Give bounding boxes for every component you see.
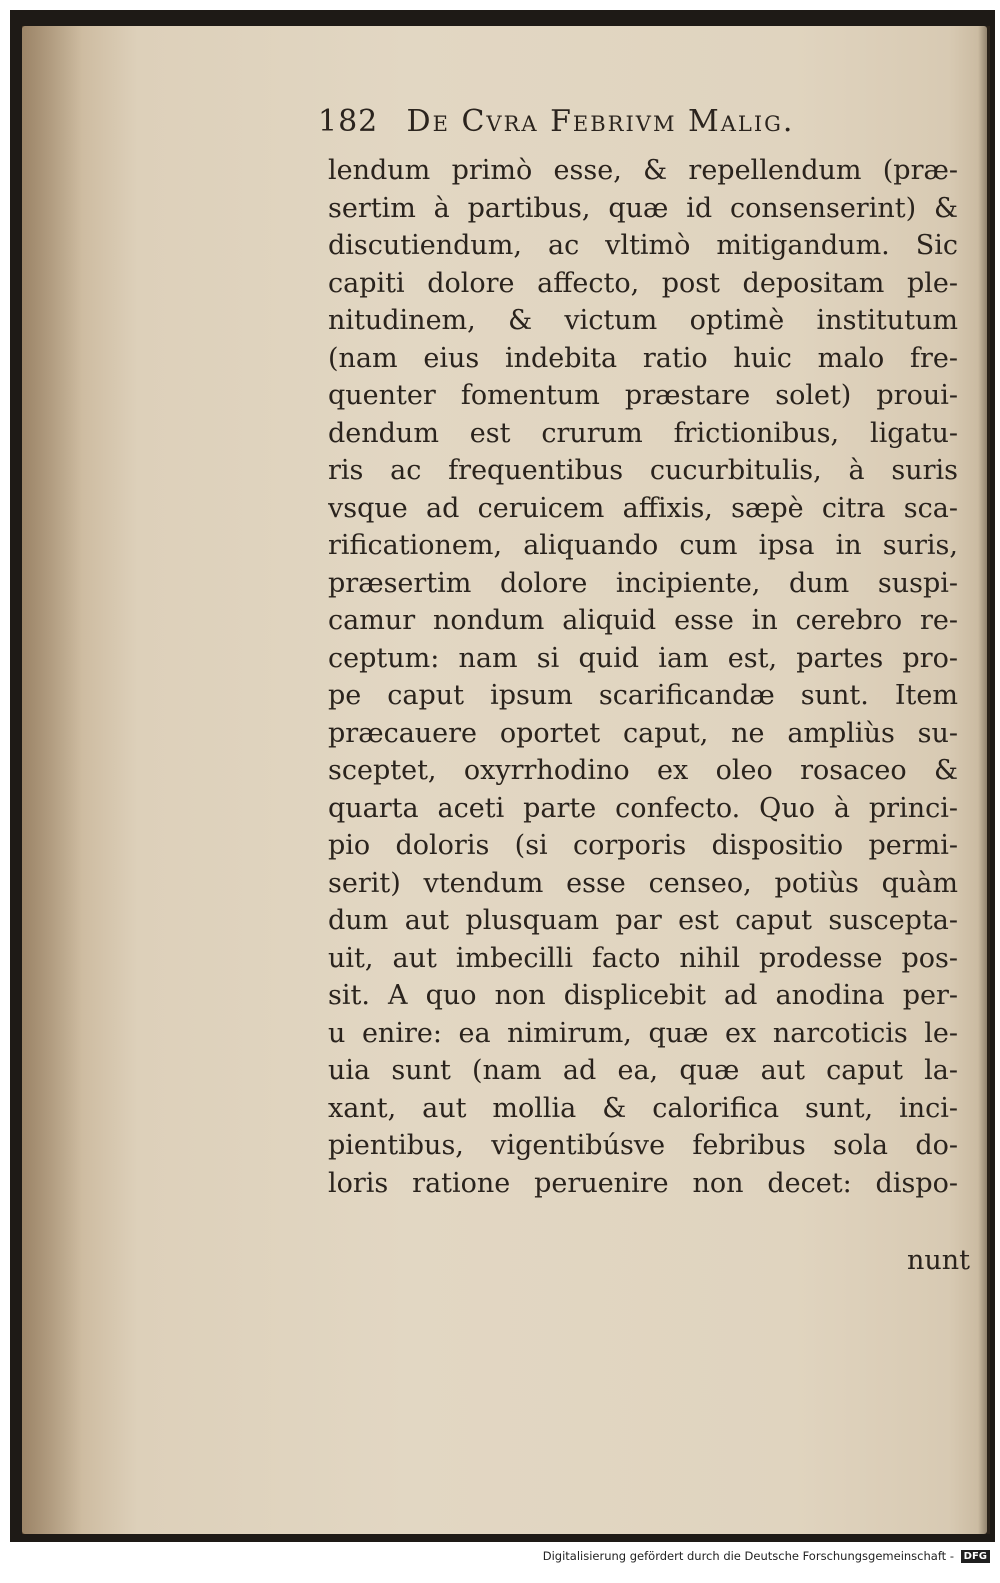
running-head (318, 104, 958, 139)
dfg-logo: DFG (961, 1550, 990, 1563)
text-line: xant, aut mollia & calorifica sunt, inci- (328, 1092, 958, 1124)
page-number: 182 (318, 104, 379, 139)
text-line: præsertim dolore incipiente, dum suspi- (328, 567, 958, 599)
running-title: De Cvra Febrivm Malig. (406, 104, 795, 139)
text-line: præcauere oportet caput, ne ampliùs su- (328, 717, 958, 749)
text-line: quarta aceti parte confecto. Quo à princi- (328, 792, 958, 824)
text-line: dum aut plusquam par est caput suscepta- (328, 905, 958, 936)
text-line: u enire: ea nimirum, quæ ex narcoticis le- (328, 1017, 958, 1049)
text-line: uit, aut imbecilli facto nihil prodesse pos- (328, 942, 958, 974)
text-line: quenter fomentum præstare solet) proui- (328, 380, 958, 411)
text-line: discutiendum, ac vltimò mitigandum. Sic (328, 230, 958, 261)
text-line: sceptet, oxyrrhodino ex oleo rosaceo & (328, 755, 958, 786)
text-line: (nam eius indebita ratio huic malo fre- (328, 342, 958, 374)
page-gutter-shadow (978, 26, 990, 1534)
text-line: dendum est crurum frictionibus, ligatu- (328, 417, 958, 449)
text-line: lendum primò esse, & repellendum (præ- (328, 155, 958, 186)
text-line: capiti dolore affecto, post depositam ple- (328, 267, 958, 299)
text-line: sertim à partibus, quæ id consenserint) & (328, 192, 958, 224)
text-line: uia sunt (nam ad ea, quæ aut caput la- (328, 1055, 958, 1086)
body-text (328, 152, 958, 1202)
digitization-credit (520, 1549, 990, 1571)
text-line: sit. A quo non displicebit ad anodina per- (328, 980, 958, 1011)
text-line: ceptum: nam si quid iam est, partes pro- (328, 642, 958, 674)
text-line: nitudinem, & victum optimè institutum (328, 305, 958, 336)
text-line: pio doloris (si corporis dispositio permi- (328, 830, 958, 861)
page-edge-shadow (22, 26, 82, 1534)
text-line: vsque ad ceruicem affixis, sæpè citra sca- (328, 492, 958, 524)
catchword: nunt (906, 1245, 970, 1276)
text-line: loris ratione peruenire non decet: dispo- (328, 1167, 958, 1199)
text-line: rificationem, aliquando cum ipsa in suris, (328, 530, 958, 561)
text-line: pe caput ipsum scarificandæ sunt. Item (328, 680, 958, 711)
credit-text: Digitalisierung gefördert durch die Deutsche Forschungsgemeinschaft - (542, 1549, 954, 1563)
text-line: serit) vtendum esse censeo, potiùs quàm (328, 867, 958, 899)
text-line: camur nondum aliquid esse in cerebro re- (328, 605, 958, 636)
text-line: pientibus, vigentibúsve febribus sola do- (328, 1130, 958, 1161)
text-line: ris ac frequentibus cucurbitulis, à suris (328, 455, 958, 486)
